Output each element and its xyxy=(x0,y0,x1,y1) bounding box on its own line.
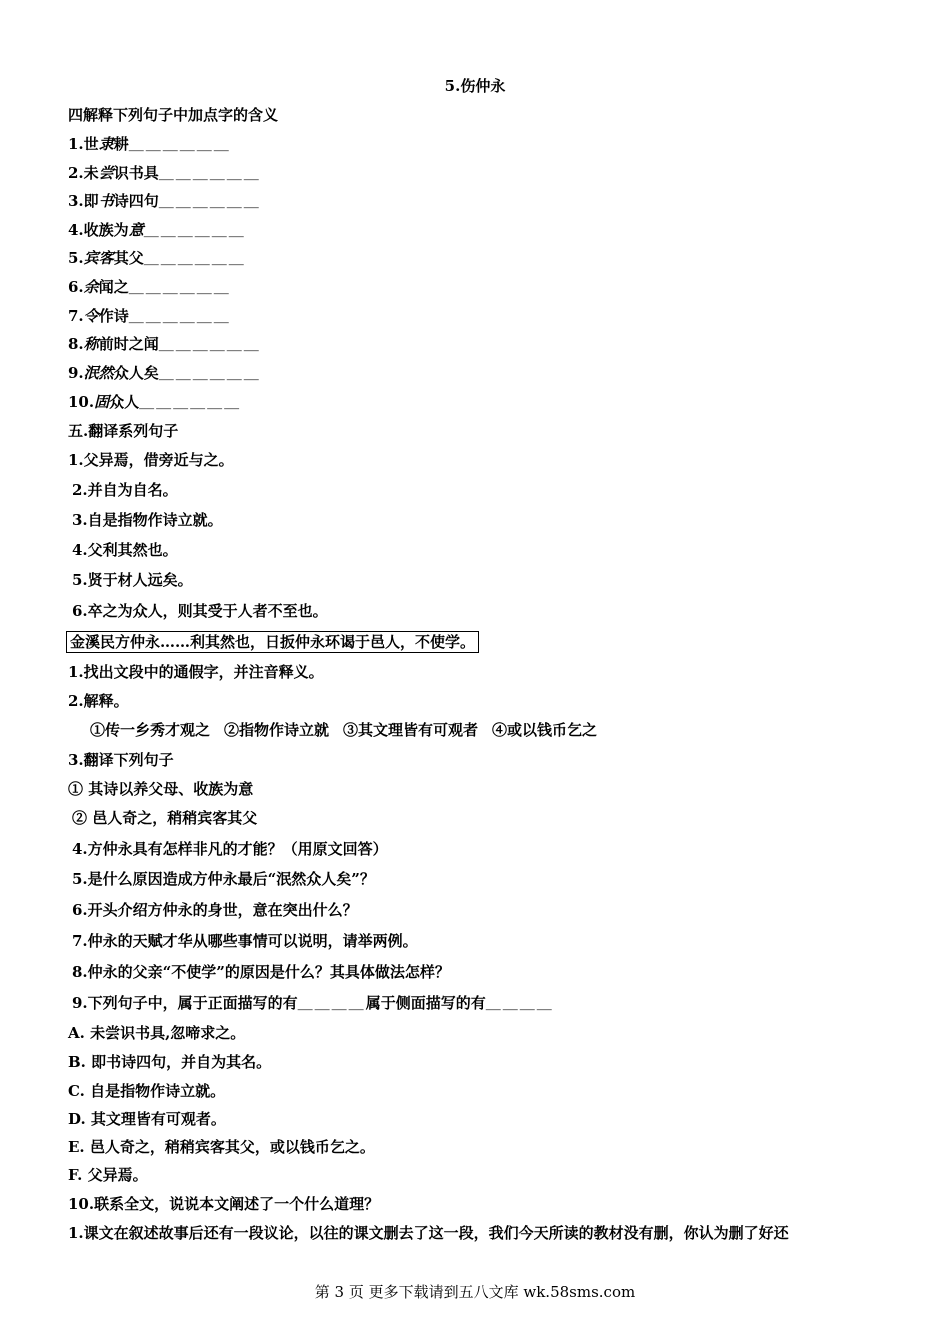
answer-blank: ＿＿＿＿＿＿ xyxy=(139,393,242,411)
item-number: 4. xyxy=(68,221,84,239)
item-text-post: 闻之 xyxy=(98,278,129,296)
answer-blank: ＿＿＿＿＿＿ xyxy=(143,221,246,239)
answer-blank: ＿＿＿＿＿＿ xyxy=(158,192,261,210)
question-7: 7.仲永的天赋才华从哪些事情可以说明，请举两例。 xyxy=(72,932,418,950)
q3-item: ② 邑人奇之，稍稍宾客其父 xyxy=(72,809,258,827)
item-number: 5. xyxy=(68,249,84,267)
answer-blank: ＿＿＿＿＿＿ xyxy=(158,335,261,353)
q2-item: ④或以钱币乞之 xyxy=(492,721,598,739)
item-number: 6. xyxy=(68,278,84,296)
item-text-post: 诗四句 xyxy=(113,192,159,210)
q2-item: ①传一乡秀才观之 xyxy=(90,721,211,739)
vocab-item xyxy=(68,134,231,154)
dotted-word: 泯然 xyxy=(83,364,114,382)
question-10: 10.联系全文，说说本文阐述了一个什么道理？ xyxy=(68,1195,380,1213)
vocab-item xyxy=(68,363,261,383)
answer-blank: ＿＿＿＿＿＿ xyxy=(128,278,231,296)
dotted-word: 余 xyxy=(83,278,99,296)
question-8: 8.仲永的父亲“不使学”的原因是什么？其具体做法怎样？ xyxy=(72,963,450,981)
item-text-pre: 世 xyxy=(83,135,99,153)
section4-heading: 四解释下列句子中加点字的含义 xyxy=(68,106,279,124)
answer-blank: ＿＿＿＿＿＿ xyxy=(158,164,261,182)
q9-option: A. 未尝识书具,忽啼求之。 xyxy=(68,1024,246,1042)
translate-item: 3.自是指物作诗立就。 xyxy=(72,511,223,529)
translate-item: 1.父异焉，借旁近与之。 xyxy=(68,451,234,469)
vocab-item xyxy=(68,334,261,354)
q9-option: E. 邑人奇之，稍稍宾客其父，或以钱币乞之。 xyxy=(68,1138,375,1156)
section5-heading: 五.翻译系列句子 xyxy=(68,422,179,440)
item-text-post: 识书具 xyxy=(113,164,159,182)
question-11: 1.课文在叙述故事后还有一段议论，以往的课文删去了这一段，我们今天所读的教材没有删，你认为删了好还 xyxy=(68,1224,789,1242)
page-title: 5.伤仲永 xyxy=(444,77,506,95)
dotted-word: 令 xyxy=(83,307,99,325)
vocab-item xyxy=(68,392,241,412)
page-footer: 第 3 页 更多下载请到五八文库 wk.58sms.com xyxy=(314,1283,636,1301)
vocab-item xyxy=(68,220,246,240)
dotted-word: 书 xyxy=(98,192,114,210)
item-number: 1. xyxy=(68,135,84,153)
item-text-post: 耕 xyxy=(113,135,129,153)
passage-excerpt-box: 金溪民方仲永……利其然也，日扳仲永环谒于邑人，不使学。 xyxy=(66,631,479,653)
q2-item: ③其文理皆有可观者 xyxy=(343,721,479,739)
question-1: 1.找出文段中的通假字，并注音释义。 xyxy=(68,663,324,681)
answer-blank: ＿＿＿＿ xyxy=(297,994,366,1012)
q9-option: B. 即书诗四句，并自为其名。 xyxy=(68,1053,272,1071)
q9-option: C. 自是指物作诗立就。 xyxy=(68,1082,226,1100)
translate-item: 4.父利其然也。 xyxy=(72,541,178,559)
item-text-pre: 未 xyxy=(83,164,99,182)
item-number: 10. xyxy=(68,393,95,411)
q3-item: ① 其诗以养父母、收族为意 xyxy=(68,780,254,798)
dotted-word: 称 xyxy=(83,335,99,353)
q9-option: F. 父异焉。 xyxy=(68,1166,148,1184)
vocab-item xyxy=(68,248,246,268)
answer-blank: ＿＿＿＿ xyxy=(485,994,554,1012)
item-number: 3. xyxy=(68,192,84,210)
dotted-word: 尝 xyxy=(98,164,114,182)
answer-blank: ＿＿＿＿＿＿ xyxy=(128,307,231,325)
item-number: 9. xyxy=(68,364,84,382)
q2-item: ②指物作诗立就 xyxy=(224,721,330,739)
question-5: 5.是什么原因造成方仲永最后“泯然众人矣”？ xyxy=(72,870,375,888)
item-text-post: 众人矣 xyxy=(113,364,159,382)
answer-blank: ＿＿＿＿＿＿ xyxy=(143,249,246,267)
vocab-item xyxy=(68,191,261,211)
q9-option: D. 其文理皆有可观者。 xyxy=(68,1110,226,1128)
q9-text-b: 属于侧面描写的有 xyxy=(365,994,486,1012)
answer-blank: ＿＿＿＿＿＿ xyxy=(128,135,231,153)
question-4: 4.方仲永具有怎样非凡的才能？（用原文回答） xyxy=(72,840,388,858)
vocab-item xyxy=(68,277,231,297)
item-text-pre: 收族为 xyxy=(83,221,129,239)
dotted-word: 隶 xyxy=(98,135,114,153)
question-2: 2.解释。 xyxy=(68,692,129,710)
question-6: 6.开头介绍方仲永的身世，意在突出什么？ xyxy=(72,901,358,919)
item-number: 8. xyxy=(68,335,84,353)
dotted-word: 意 xyxy=(128,221,144,239)
q9-text-a: 9.下列句子中，属于正面描写的有 xyxy=(72,994,298,1012)
answer-blank: ＿＿＿＿＿＿ xyxy=(158,364,261,382)
question-9 xyxy=(72,993,554,1013)
item-text-post: 众人 xyxy=(109,393,140,411)
item-text-pre: 即 xyxy=(83,192,99,210)
item-text-post: 其父 xyxy=(113,249,144,267)
translate-item: 5.贤于材人远矣。 xyxy=(72,571,193,589)
dotted-word: 固 xyxy=(94,393,110,411)
item-number: 7. xyxy=(68,307,84,325)
item-text-post: 前时之闻 xyxy=(98,335,159,353)
translate-item: 6.卒之为众人，则其受于人者不至也。 xyxy=(72,602,328,620)
question-3: 3.翻译下列句子 xyxy=(68,751,174,769)
item-text-post: 作诗 xyxy=(98,307,129,325)
vocab-item xyxy=(68,306,231,326)
question-2-items xyxy=(90,720,597,740)
translate-item: 2.并自为自名。 xyxy=(72,481,178,499)
dotted-word: 宾客 xyxy=(83,249,114,267)
vocab-item xyxy=(68,163,261,183)
item-number: 2. xyxy=(68,164,84,182)
